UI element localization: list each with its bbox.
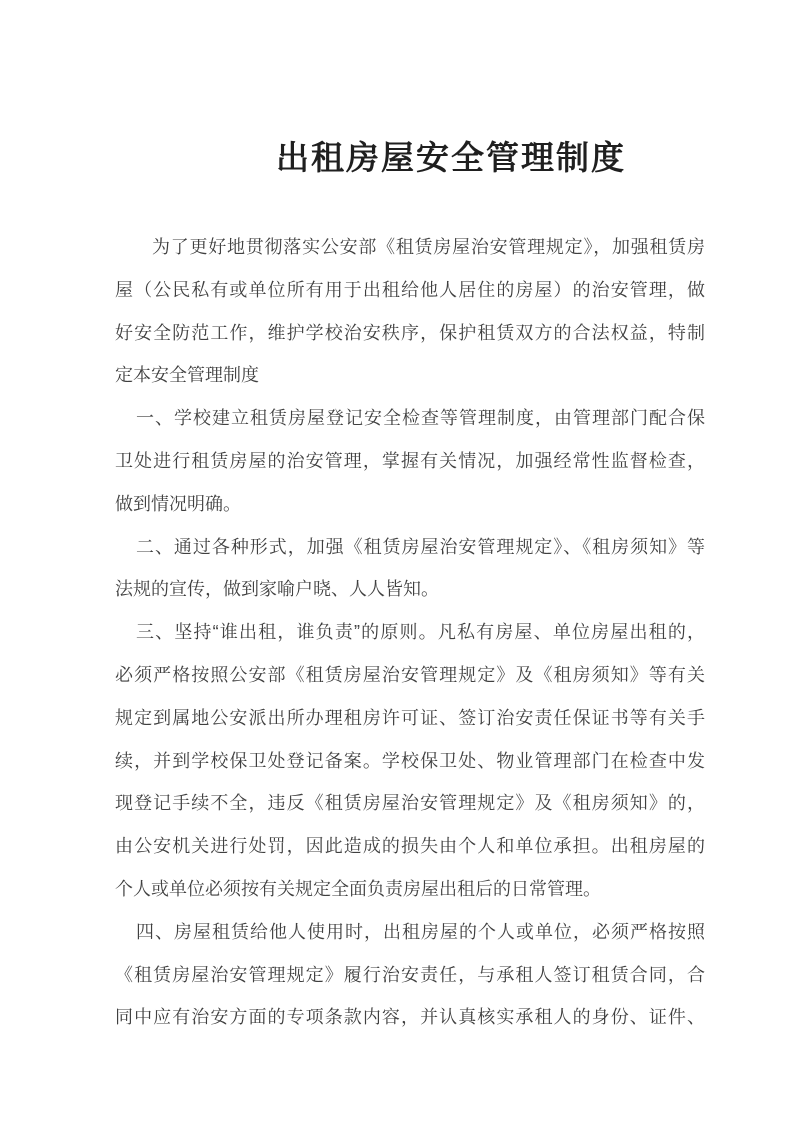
document-body [115,226,705,1039]
text-line: 现登记手续不全，违反《租赁房屋治安管理规定》及《租房须知》的， [115,793,705,814]
text-line: 由公安机关进行处罚，因此造成的损失由个人和单位承担。出租房屋的 [115,836,705,857]
text-line: 定本安全管理制度 [115,365,259,386]
paragraph-item-1 [115,397,705,525]
document-title: 出租房屋安全管理制度 [276,141,626,177]
paragraph-item-4 [115,911,705,1039]
text-line: 《租赁房屋治安管理规定》履行治安责任，与承租人签订租赁合同，合 [115,964,705,985]
paragraph-item-2 [115,526,705,612]
text-line: 法规的宣传，做到家喻户晓、人人皆知。 [115,579,439,600]
text-line: 续，并到学校保卫处登记备案。学校保卫处、物业管理部门在检查中发 [115,750,705,771]
text-line: 做到情况明确。 [115,493,241,514]
text-line: 屋（公民私有或单位所有用于出租给他人居住的房屋）的治安管理，做 [115,279,705,300]
text-line: 四、房屋租赁给他人使用时，出租房屋的个人或单位，必须严格按照 [136,921,705,942]
text-line: 三、坚持“谁出租，谁负责”的原则。凡私有房屋、单位房屋出租的， [136,622,705,643]
paragraph-intro [115,226,705,397]
text-line: 为了更好地贯彻落实公安部《租赁房屋治安管理规定》，加强租赁房 [152,237,705,257]
text-line: 卫处进行租赁房屋的治安管理，掌握有关情况，加强经常性监督检查， [115,450,705,471]
text-line: 规定到属地公安派出所办理租房许可证、签订治安责任保证书等有关手 [115,707,705,728]
text-line: 同中应有治安方面的专项条款内容，并认真核实承租人的身份、证件、 [115,1007,705,1028]
paragraph-item-3 [115,611,705,911]
text-line: 必须严格按照公安部《租赁房屋治安管理规定》及《租房须知》等有关 [115,664,705,685]
text-line: 个人或单位必须按有关规定全面负责房屋出租后的日常管理。 [115,878,601,899]
text-line: 好安全防范工作，维护学校治安秩序，保护租赁双方的合法权益，特制 [115,322,705,343]
text-line: 一、学校建立租赁房屋登记安全检查等管理制度，由管理部门配合保 [136,408,705,429]
text-line: 二、通过各种形式，加强《租赁房屋治安管理规定》、《租房须知》等 [136,536,705,557]
